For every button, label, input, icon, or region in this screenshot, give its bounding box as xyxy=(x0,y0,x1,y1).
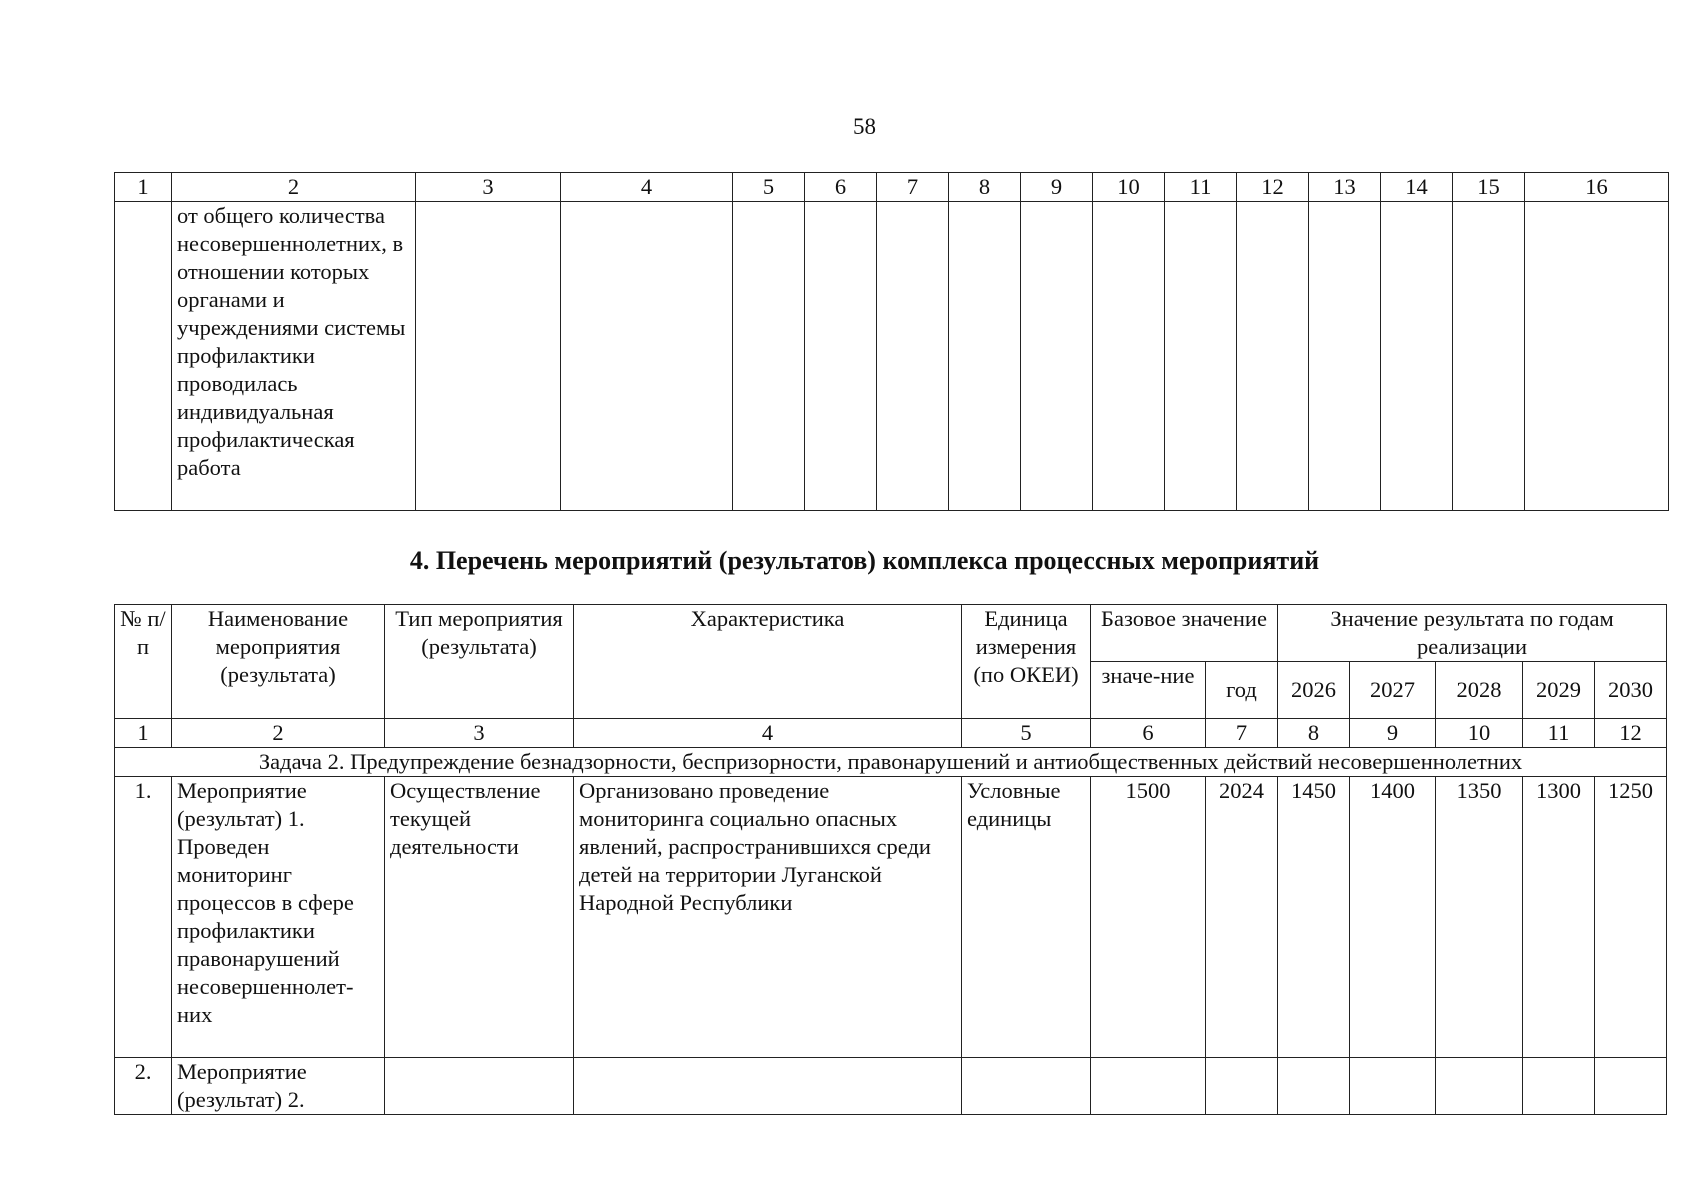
table-row xyxy=(115,777,1667,1058)
row-value xyxy=(1278,1058,1350,1115)
col-num: 16 xyxy=(1525,173,1669,202)
col-num: 6 xyxy=(1091,719,1206,748)
row-value: 1350 xyxy=(1436,777,1523,1058)
column-number-row xyxy=(115,719,1667,748)
col-num: 9 xyxy=(1021,173,1093,202)
col-num: 2 xyxy=(172,173,416,202)
header-base-value: значе-ние xyxy=(1091,662,1206,719)
row-characteristic: Организовано проведение мониторинга социально опасных явлений, распространившихся среди детей на территории Луганской Народной Республики xyxy=(574,777,962,1058)
task-title: Задача 2. Предупреждение безнадзорности, беспризорности, правонарушений и антиобщественных действий несовершеннолетних xyxy=(115,748,1667,777)
row-type: Осуществление текущей деятельности xyxy=(385,777,574,1058)
col-num: 11 xyxy=(1523,719,1595,748)
col-num: 4 xyxy=(574,719,962,748)
col-num: 5 xyxy=(962,719,1091,748)
col-num: 6 xyxy=(805,173,877,202)
row-name: Мероприятие (результат) 2. xyxy=(172,1058,385,1115)
col-num: 14 xyxy=(1381,173,1453,202)
col-num: 9 xyxy=(1350,719,1436,748)
col-num: 10 xyxy=(1436,719,1523,748)
indicator-text: от общего количества несовершеннолетних, в отношении которых органами и учреждениями системы профилактики проводилась индивидуальная профилактическая работа xyxy=(172,202,416,511)
header-base: Базовое значение xyxy=(1091,605,1278,662)
col-num: 7 xyxy=(1206,719,1278,748)
header-type: Тип мероприятия (результата) xyxy=(385,605,574,719)
row-value: 1300 xyxy=(1523,777,1595,1058)
header-num: № п/п xyxy=(115,605,172,719)
continuation-table xyxy=(114,172,1669,511)
col-num: 1 xyxy=(115,719,172,748)
row-unit xyxy=(962,1058,1091,1115)
col-num: 2 xyxy=(172,719,385,748)
header-characteristic: Характеристика xyxy=(574,605,962,719)
col-num: 7 xyxy=(877,173,949,202)
header-unit: Единица измерения (по ОКЕИ) xyxy=(962,605,1091,719)
col-num: 8 xyxy=(1278,719,1350,748)
header-year: 2026 xyxy=(1278,662,1350,719)
col-num: 4 xyxy=(561,173,733,202)
row-type xyxy=(385,1058,574,1115)
task-row xyxy=(115,748,1667,777)
row-base-year xyxy=(1206,1058,1278,1115)
row-unit: Условные единицы xyxy=(962,777,1091,1058)
col-num: 15 xyxy=(1453,173,1525,202)
col-num: 5 xyxy=(733,173,805,202)
header-year: 2030 xyxy=(1595,662,1667,719)
header-result: Значение результата по годам реализации xyxy=(1278,605,1667,662)
table-row xyxy=(115,1058,1667,1115)
header-base-year: год xyxy=(1206,662,1278,719)
col-num: 3 xyxy=(385,719,574,748)
row-value xyxy=(1436,1058,1523,1115)
page-number: 58 xyxy=(853,114,876,139)
col-num: 12 xyxy=(1595,719,1667,748)
measures-table xyxy=(114,604,1667,1115)
row-base-year: 2024 xyxy=(1206,777,1278,1058)
col-num: 1 xyxy=(115,173,172,202)
row-characteristic xyxy=(574,1058,962,1115)
row-num: 1. xyxy=(115,777,172,1058)
table-row xyxy=(115,202,1669,511)
col-num: 13 xyxy=(1309,173,1381,202)
col-num: 12 xyxy=(1237,173,1309,202)
row-value: 1400 xyxy=(1350,777,1436,1058)
row-base-value xyxy=(1091,1058,1206,1115)
col-num: 10 xyxy=(1093,173,1165,202)
row-name: Мероприятие (результат) 1. Проведен мониторинг процессов в сфере профилактики правонарушений несовершеннолет-них xyxy=(172,777,385,1058)
header-year: 2029 xyxy=(1523,662,1595,719)
header-year: 2028 xyxy=(1436,662,1523,719)
row-value xyxy=(1523,1058,1595,1115)
row-num: 2. xyxy=(115,1058,172,1115)
col-num: 8 xyxy=(949,173,1021,202)
col-num: 11 xyxy=(1165,173,1237,202)
header-row xyxy=(115,605,1667,662)
row-value: 1250 xyxy=(1595,777,1667,1058)
row-value: 1450 xyxy=(1278,777,1350,1058)
column-number-row xyxy=(115,173,1669,202)
header-year: 2027 xyxy=(1350,662,1436,719)
col-num: 3 xyxy=(416,173,561,202)
header-name: Наименование мероприятия (результата) xyxy=(172,605,385,719)
row-base-value: 1500 xyxy=(1091,777,1206,1058)
row-value xyxy=(1595,1058,1667,1115)
row-value xyxy=(1350,1058,1436,1115)
section-title: 4. Перечень мероприятий (результатов) комплекса процессных мероприятий xyxy=(409,546,1320,575)
